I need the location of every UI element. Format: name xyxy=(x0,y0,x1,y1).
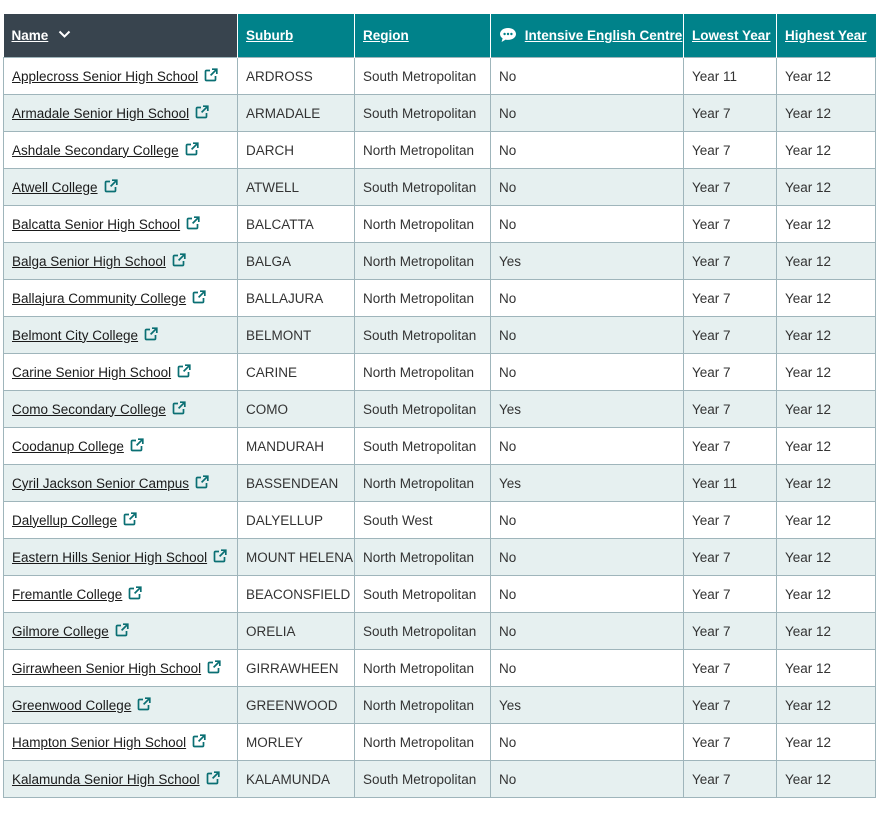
sort-by-region-link[interactable]: Region xyxy=(363,28,409,43)
school-link[interactable]: Balcatta Senior High School xyxy=(12,216,181,232)
iec-cell: No xyxy=(491,58,684,95)
schools-table-container xyxy=(3,14,875,798)
lowest-year-cell: Year 7 xyxy=(684,428,777,465)
region-cell: South Metropolitan xyxy=(355,428,491,465)
table-row xyxy=(4,206,876,243)
region-cell: North Metropolitan xyxy=(355,206,491,243)
suburb-cell: BEACONSFIELD xyxy=(238,576,355,613)
region-cell: South Metropolitan xyxy=(355,169,491,206)
highest-year-cell: Year 12 xyxy=(777,317,876,354)
table-row xyxy=(4,465,876,502)
table-row xyxy=(4,502,876,539)
school-link[interactable]: Atwell College xyxy=(12,179,98,195)
table-row xyxy=(4,280,876,317)
school-name-cell xyxy=(4,650,238,687)
iec-cell: No xyxy=(491,502,684,539)
iec-cell: No xyxy=(491,539,684,576)
school-name-cell xyxy=(4,724,238,761)
highest-year-cell: Year 12 xyxy=(777,613,876,650)
external-link-icon[interactable] xyxy=(192,290,206,304)
school-link[interactable]: Armadale Senior High School xyxy=(12,105,190,121)
school-link[interactable]: Greenwood College xyxy=(12,697,132,713)
external-link-icon[interactable] xyxy=(115,623,129,637)
table-row xyxy=(4,58,876,95)
region-cell: South Metropolitan xyxy=(355,317,491,354)
highest-year-cell: Year 12 xyxy=(777,502,876,539)
lowest-year-cell: Year 7 xyxy=(684,613,777,650)
lowest-year-cell: Year 7 xyxy=(684,132,777,169)
lowest-year-cell: Year 7 xyxy=(684,687,777,724)
school-link[interactable]: Applecross Senior High School xyxy=(12,68,199,84)
region-cell: South Metropolitan xyxy=(355,391,491,428)
external-link-icon[interactable] xyxy=(213,549,227,563)
school-link[interactable]: Eastern Hills Senior High School xyxy=(12,549,208,565)
external-link-icon[interactable] xyxy=(185,142,199,156)
table-row xyxy=(4,687,876,724)
highest-year-cell: Year 12 xyxy=(777,761,876,798)
external-link-icon[interactable] xyxy=(137,697,151,711)
iec-cell: Yes xyxy=(491,687,684,724)
lowest-year-cell: Year 11 xyxy=(684,465,777,502)
table-row xyxy=(4,650,876,687)
suburb-cell: CARINE xyxy=(238,354,355,391)
region-cell: South Metropolitan xyxy=(355,58,491,95)
lowest-year-cell: Year 7 xyxy=(684,761,777,798)
highest-year-cell: Year 12 xyxy=(777,428,876,465)
school-link[interactable]: Dalyellup College xyxy=(12,512,118,528)
school-name-cell xyxy=(4,576,238,613)
school-link[interactable]: Kalamunda Senior High School xyxy=(12,771,200,787)
highest-year-cell: Year 12 xyxy=(777,243,876,280)
sort-by-name-link[interactable]: Name xyxy=(11,28,49,43)
sort-by-lowest-year-link[interactable]: Lowest Year xyxy=(692,28,771,43)
school-link[interactable]: Gilmore College xyxy=(12,623,109,639)
school-name-cell xyxy=(4,539,238,576)
table-row xyxy=(4,613,876,650)
region-cell: North Metropolitan xyxy=(355,280,491,317)
column-header-region[interactable] xyxy=(355,14,491,58)
school-name-cell xyxy=(4,243,238,280)
lowest-year-cell: Year 7 xyxy=(684,243,777,280)
lowest-year-cell: Year 7 xyxy=(684,354,777,391)
external-link-icon[interactable] xyxy=(192,734,206,748)
table-row xyxy=(4,169,876,206)
school-link[interactable]: Girrawheen Senior High School xyxy=(12,660,202,676)
highest-year-cell: Year 12 xyxy=(777,132,876,169)
iec-cell: Yes xyxy=(491,243,684,280)
iec-cell: No xyxy=(491,354,684,391)
school-name-cell xyxy=(4,687,238,724)
table-row xyxy=(4,391,876,428)
sort-by-iec-link[interactable]: Intensive English Centre xyxy=(524,28,683,43)
table-row xyxy=(4,539,876,576)
iec-cell: No xyxy=(491,650,684,687)
lowest-year-cell: Year 7 xyxy=(684,317,777,354)
table-row xyxy=(4,317,876,354)
iec-cell: No xyxy=(491,169,684,206)
column-header-suburb[interactable] xyxy=(238,14,355,58)
school-link[interactable]: Ashdale Secondary College xyxy=(12,142,179,158)
region-cell: North Metropolitan xyxy=(355,687,491,724)
external-link-icon[interactable] xyxy=(123,512,137,526)
table-body xyxy=(4,58,876,798)
region-cell: South Metropolitan xyxy=(355,576,491,613)
highest-year-cell: Year 12 xyxy=(777,169,876,206)
school-link[interactable]: Fremantle College xyxy=(12,586,123,602)
school-name-cell xyxy=(4,761,238,798)
iec-cell: No xyxy=(491,724,684,761)
iec-cell: No xyxy=(491,761,684,798)
lowest-year-cell: Year 7 xyxy=(684,724,777,761)
lowest-year-cell: Year 7 xyxy=(684,169,777,206)
external-link-icon[interactable] xyxy=(104,179,118,193)
column-header-iec[interactable] xyxy=(491,14,684,58)
iec-cell: No xyxy=(491,132,684,169)
highest-year-cell: Year 12 xyxy=(777,95,876,132)
school-link[interactable]: Ballajura Community College xyxy=(12,290,187,306)
iec-cell: No xyxy=(491,428,684,465)
school-link[interactable]: Hampton Senior High School xyxy=(12,734,187,750)
school-link[interactable]: Coodanup College xyxy=(12,438,124,454)
region-cell: North Metropolitan xyxy=(355,465,491,502)
highest-year-cell: Year 12 xyxy=(777,687,876,724)
suburb-cell: COMO xyxy=(238,391,355,428)
lowest-year-cell: Year 11 xyxy=(684,58,777,95)
school-link[interactable]: Carine Senior High School xyxy=(12,364,172,380)
school-name-cell xyxy=(4,317,238,354)
region-cell: South Metropolitan xyxy=(355,95,491,132)
region-cell: South Metropolitan xyxy=(355,761,491,798)
highest-year-cell: Year 12 xyxy=(777,391,876,428)
school-link[interactable]: Cyril Jackson Senior Campus xyxy=(12,475,190,491)
suburb-cell: DARCH xyxy=(238,132,355,169)
highest-year-cell: Year 12 xyxy=(777,58,876,95)
school-name-cell xyxy=(4,95,238,132)
external-link-icon[interactable] xyxy=(206,771,220,785)
column-header-highest-year[interactable] xyxy=(777,14,876,58)
suburb-cell: BASSENDEAN xyxy=(238,465,355,502)
suburb-cell: DALYELLUP xyxy=(238,502,355,539)
lowest-year-cell: Year 7 xyxy=(684,391,777,428)
school-name-cell xyxy=(4,502,238,539)
iec-cell: No xyxy=(491,206,684,243)
lowest-year-cell: Year 7 xyxy=(684,502,777,539)
school-link[interactable]: Belmont City College xyxy=(12,327,139,343)
suburb-cell: MOUNT HELENA xyxy=(238,539,355,576)
school-name-cell xyxy=(4,428,238,465)
iec-cell: No xyxy=(491,95,684,132)
column-header-lowest-year[interactable] xyxy=(684,14,777,58)
table-row xyxy=(4,428,876,465)
external-link-icon[interactable] xyxy=(186,216,200,230)
school-name-cell xyxy=(4,58,238,95)
external-link-icon[interactable] xyxy=(204,68,218,82)
highest-year-cell: Year 12 xyxy=(777,280,876,317)
lowest-year-cell: Year 7 xyxy=(684,95,777,132)
highest-year-cell: Year 12 xyxy=(777,539,876,576)
region-cell: North Metropolitan xyxy=(355,132,491,169)
highest-year-cell: Year 12 xyxy=(777,354,876,391)
suburb-cell: GIRRAWHEEN xyxy=(238,650,355,687)
suburb-cell: BALCATTA xyxy=(238,206,355,243)
region-cell: North Metropolitan xyxy=(355,243,491,280)
schools-table xyxy=(3,14,876,798)
column-header-name[interactable] xyxy=(4,14,238,58)
external-link-icon[interactable] xyxy=(177,364,191,378)
region-cell: South West xyxy=(355,502,491,539)
external-link-icon[interactable] xyxy=(195,105,209,119)
region-cell: North Metropolitan xyxy=(355,650,491,687)
school-name-cell xyxy=(4,169,238,206)
lowest-year-cell: Year 7 xyxy=(684,539,777,576)
region-cell: North Metropolitan xyxy=(355,539,491,576)
iec-cell: No xyxy=(491,280,684,317)
highest-year-cell: Year 12 xyxy=(777,576,876,613)
school-name-cell xyxy=(4,465,238,502)
iec-cell: No xyxy=(491,576,684,613)
sort-by-suburb-link[interactable]: Suburb xyxy=(246,28,294,43)
iec-cell: No xyxy=(491,613,684,650)
lowest-year-cell: Year 7 xyxy=(684,650,777,687)
external-link-icon[interactable] xyxy=(130,438,144,452)
table-row xyxy=(4,95,876,132)
suburb-cell: MORLEY xyxy=(238,724,355,761)
external-link-icon[interactable] xyxy=(144,327,158,341)
suburb-cell: ARDROSS xyxy=(238,58,355,95)
iec-cell: No xyxy=(491,317,684,354)
school-name-cell xyxy=(4,132,238,169)
school-name-cell xyxy=(4,206,238,243)
highest-year-cell: Year 12 xyxy=(777,724,876,761)
sort-by-highest-year-link[interactable]: Highest Year xyxy=(785,28,867,43)
school-link[interactable]: Balga Senior High School xyxy=(12,253,166,269)
school-name-cell xyxy=(4,354,238,391)
table-row xyxy=(4,761,876,798)
header-row xyxy=(4,14,876,58)
highest-year-cell: Year 12 xyxy=(777,465,876,502)
region-cell: North Metropolitan xyxy=(355,354,491,391)
school-name-cell xyxy=(4,391,238,428)
speech-bubble-icon xyxy=(499,27,517,43)
lowest-year-cell: Year 7 xyxy=(684,206,777,243)
suburb-cell: ARMADALE xyxy=(238,95,355,132)
school-link[interactable]: Como Secondary College xyxy=(12,401,166,417)
external-link-icon[interactable] xyxy=(172,253,186,267)
iec-cell: Yes xyxy=(491,465,684,502)
table-row xyxy=(4,132,876,169)
highest-year-cell: Year 12 xyxy=(777,206,876,243)
table-header xyxy=(4,14,876,58)
suburb-cell: ATWELL xyxy=(238,169,355,206)
external-link-icon[interactable] xyxy=(207,660,221,674)
suburb-cell: BALLAJURA xyxy=(238,280,355,317)
table-row xyxy=(4,354,876,391)
external-link-icon[interactable] xyxy=(172,401,186,415)
table-row xyxy=(4,724,876,761)
suburb-cell: BELMONT xyxy=(238,317,355,354)
lowest-year-cell: Year 7 xyxy=(684,280,777,317)
suburb-cell: ORELIA xyxy=(238,613,355,650)
external-link-icon[interactable] xyxy=(195,475,209,489)
external-link-icon[interactable] xyxy=(128,586,142,600)
lowest-year-cell: Year 7 xyxy=(684,576,777,613)
suburb-cell: MANDURAH xyxy=(238,428,355,465)
highest-year-cell: Year 12 xyxy=(777,650,876,687)
table-row xyxy=(4,243,876,280)
iec-cell: Yes xyxy=(491,391,684,428)
suburb-cell: BALGA xyxy=(238,243,355,280)
table-row xyxy=(4,576,876,613)
region-cell: South Metropolitan xyxy=(355,613,491,650)
suburb-cell: GREENWOOD xyxy=(238,687,355,724)
school-name-cell xyxy=(4,280,238,317)
region-cell: North Metropolitan xyxy=(355,724,491,761)
school-name-cell xyxy=(4,613,238,650)
suburb-cell: KALAMUNDA xyxy=(238,761,355,798)
chevron-down-icon xyxy=(58,30,71,39)
